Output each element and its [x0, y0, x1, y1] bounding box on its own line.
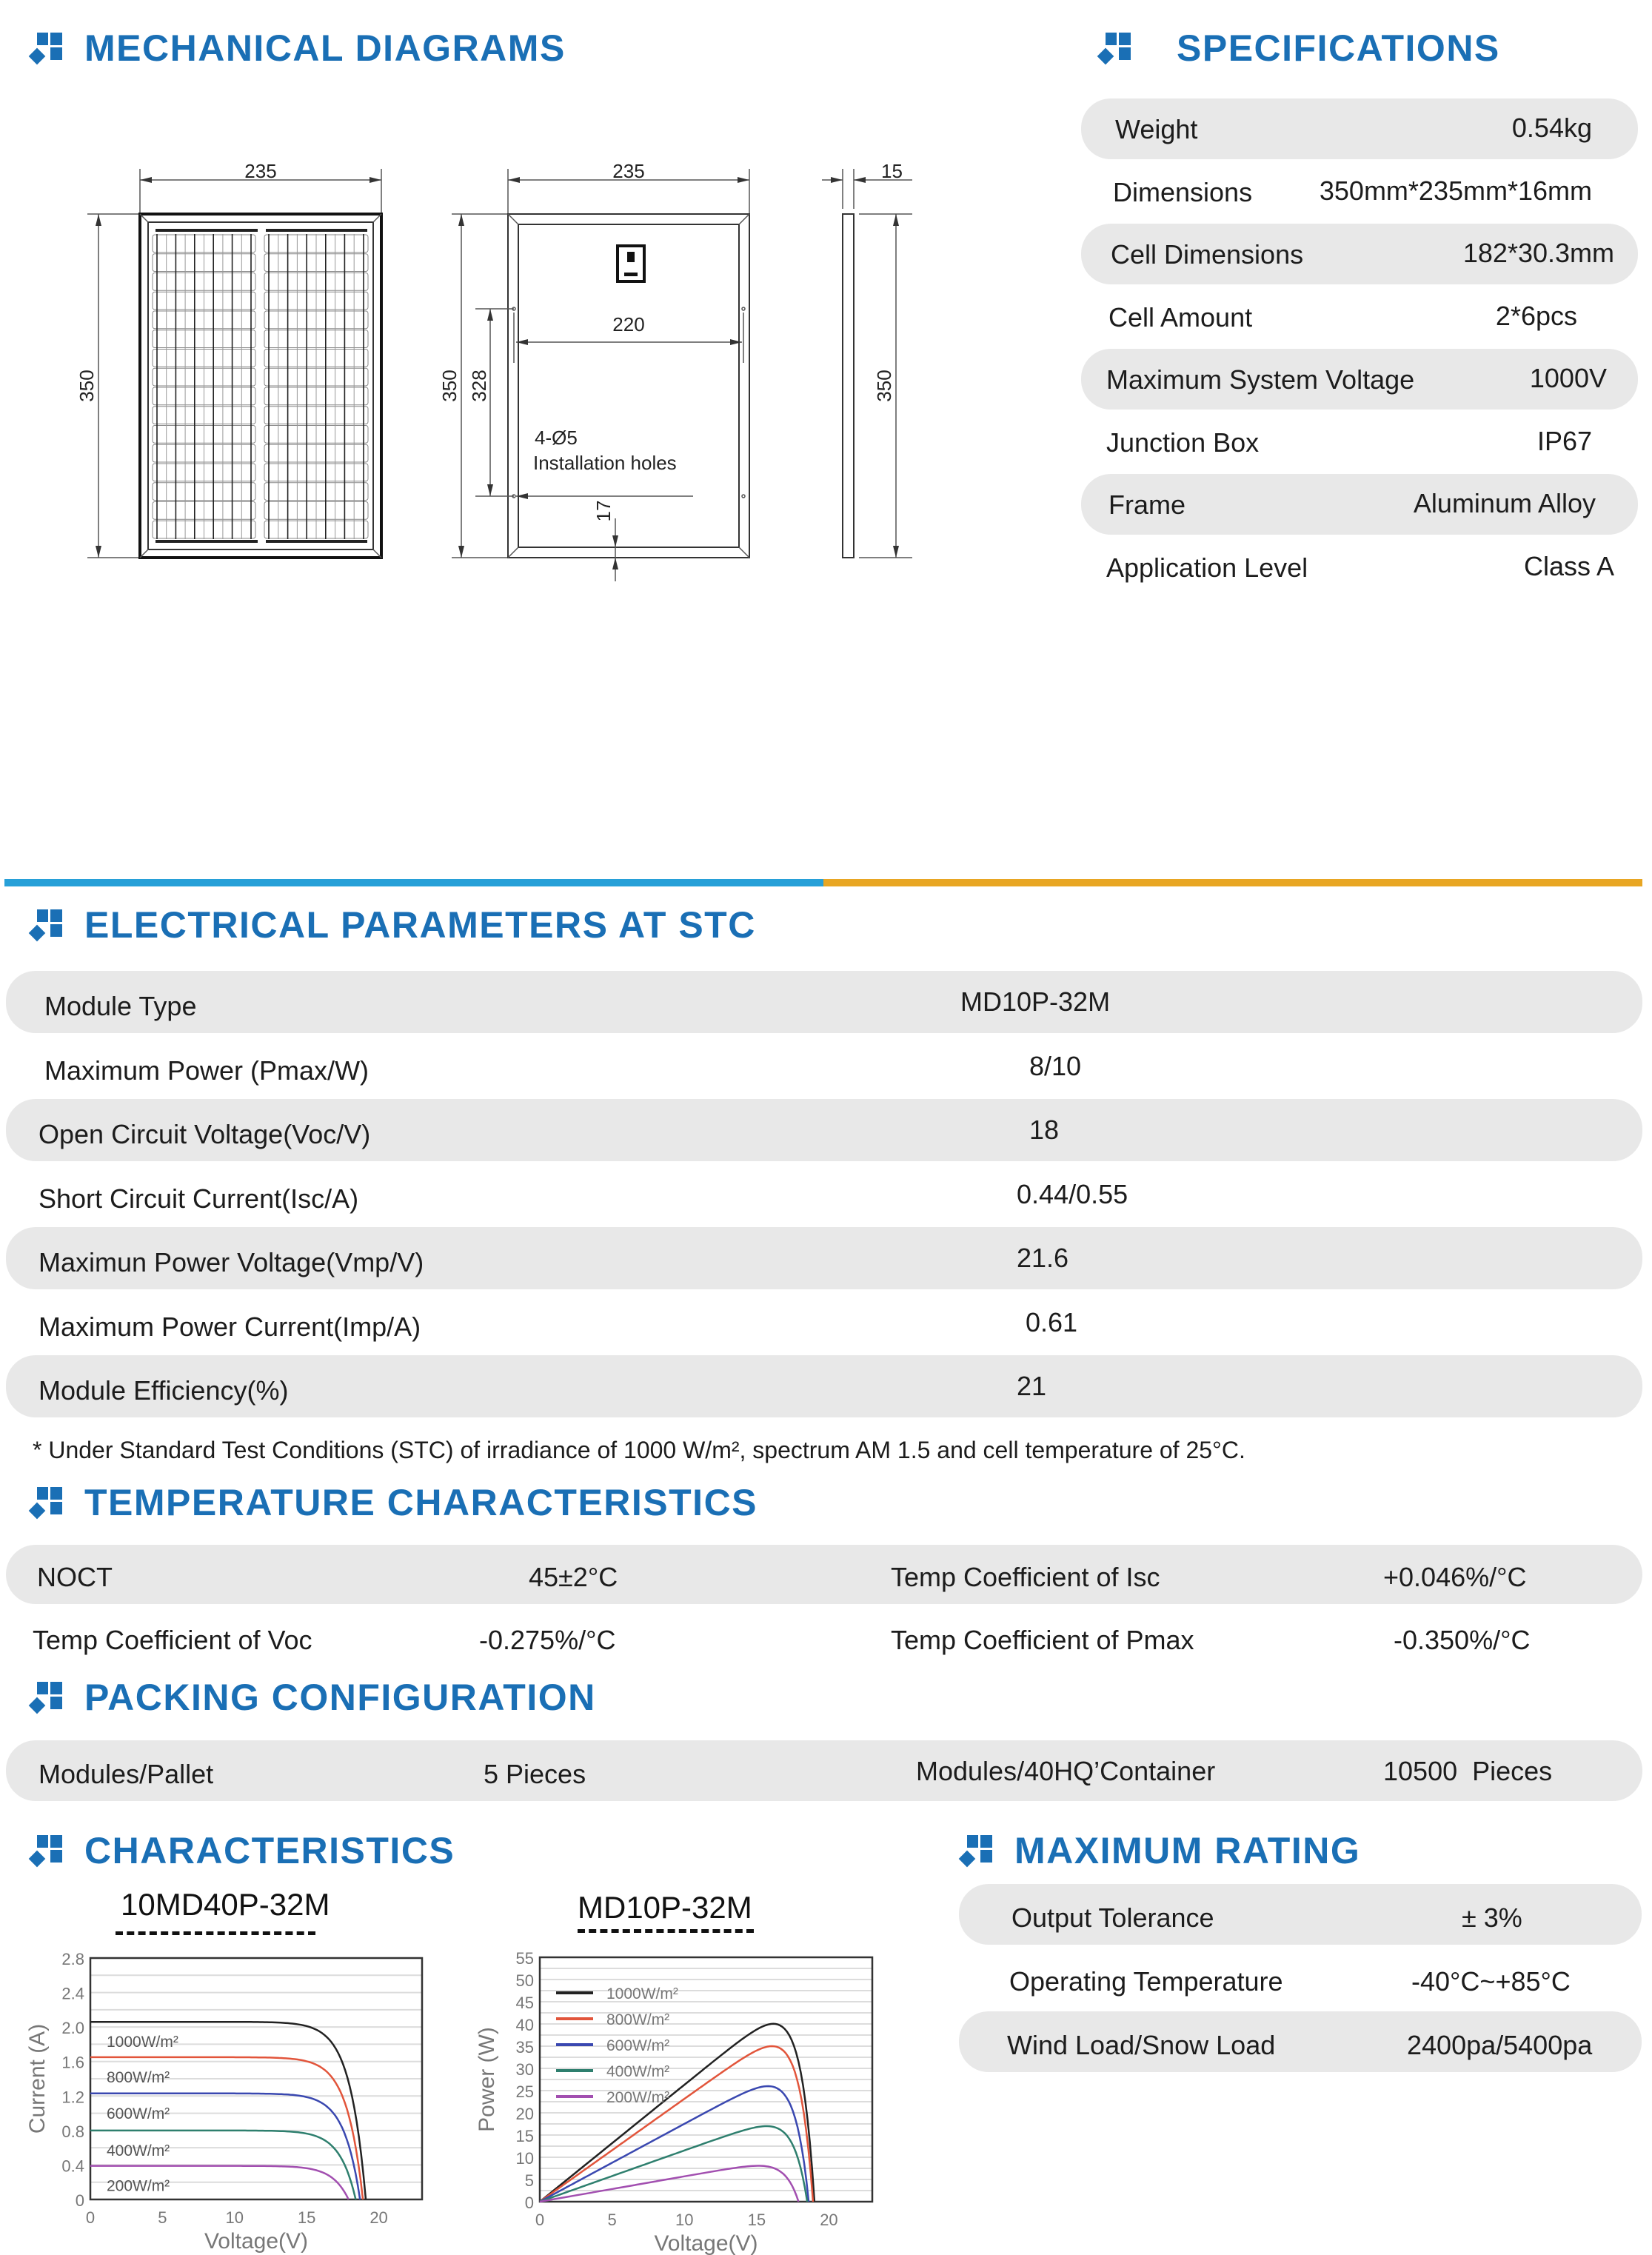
y-tick-label: 1.6 — [61, 2053, 84, 2072]
spec-value: 0.54kg — [1511, 113, 1592, 143]
pv-title-dashes — [578, 1929, 754, 1933]
hole-spacing-label: 328 — [468, 370, 490, 402]
electrical-label: Short Circuit Current(Isc/A) — [39, 1183, 359, 1214]
rating-value: 2400pa/5400pa — [1407, 2030, 1593, 2060]
section-heading-characteristics — [30, 1829, 455, 1872]
electrical-value: 0.44/0.55 — [1017, 1178, 1128, 1209]
section-heading-electrical — [30, 903, 756, 946]
y-tick-label: 0.4 — [61, 2157, 84, 2176]
rating-label: Operating Temperature — [1009, 1966, 1283, 1997]
x-tick-label: 0 — [535, 2211, 545, 2229]
spec-label: Junction Box — [1106, 427, 1260, 458]
series-label: 1000W/m² — [107, 2034, 178, 2051]
section-icon — [1098, 31, 1132, 65]
heading-text: MECHANICAL DIAGRAMS — [84, 27, 566, 69]
y-tick-label: 2.0 — [61, 2019, 84, 2038]
spec-value: Class A — [1523, 550, 1614, 581]
temp-label-pmax: Temp Coefficient of Pmax — [891, 1625, 1194, 1655]
temp-value-pmax: -0.350%/°C — [1394, 1625, 1531, 1655]
divider-blue — [4, 879, 823, 886]
temp-label-noct: NOCT — [37, 1562, 113, 1592]
series-line — [540, 2086, 809, 2202]
y-tick-label: 25 — [515, 2082, 534, 2101]
pv-chart-title: MD10P-32M — [578, 1890, 752, 1925]
series-label: 800W/m² — [107, 2068, 170, 2086]
y-tick-label: 15 — [515, 2127, 534, 2145]
temp-value-noct: 45±2°C — [529, 1562, 618, 1592]
heading-text: SPECIFICATIONS — [1177, 27, 1500, 69]
pv-chart — [444, 1940, 903, 2255]
packing-value-container: 10500 Pieces — [1383, 1756, 1553, 1786]
temp-value-voc: -0.275%/°C — [479, 1625, 616, 1655]
legend-label: 400W/m² — [606, 2063, 670, 2080]
rating-label: Output Tolerance — [1011, 1902, 1214, 1933]
y-tick-label: 0 — [75, 2191, 84, 2210]
x-tick-label: 15 — [747, 2211, 766, 2229]
electrical-label: Module Efficiency(%) — [39, 1375, 289, 1406]
spec-value: Aluminum Alloy — [1413, 488, 1596, 518]
front-view — [87, 169, 381, 558]
mechanical-drawing — [0, 0, 963, 607]
iv-title-dashes — [116, 1931, 315, 1935]
packing-label-pallet: Modules/Pallet — [39, 1759, 214, 1789]
electrical-value: 18 — [1029, 1115, 1060, 1145]
y-tick-label: 45 — [515, 1994, 534, 2012]
spec-label: Dimensions — [1113, 176, 1253, 207]
spec-label: Application Level — [1106, 552, 1308, 583]
heading-text: CHARACTERISTICS — [84, 1830, 455, 1871]
spec-value: 182*30.3mm — [1462, 238, 1614, 268]
spec-label: Frame — [1108, 490, 1186, 520]
legend-label: 800W/m² — [606, 2011, 670, 2028]
temp-value-isc: +0.046%/°C — [1383, 1562, 1527, 1592]
heading-text: MAXIMUM RATING — [1014, 1830, 1361, 1871]
electrical-value: 8/10 — [1029, 1050, 1082, 1081]
y-tick-label: 10 — [515, 2149, 534, 2168]
electrical-label: Open Circuit Voltage(Voc/V) — [39, 1119, 371, 1149]
electrical-label: Maximum Power Current(Imp/A) — [39, 1311, 421, 1342]
x-tick-label: 0 — [85, 2208, 96, 2227]
iv-chart-title: 10MD40P-32M — [121, 1887, 330, 1922]
front-width-label: 235 — [244, 160, 277, 182]
electrical-value: 21 — [1017, 1371, 1047, 1401]
y-axis-label: Current (A) — [25, 2023, 50, 2134]
section-icon — [30, 1834, 64, 1868]
temp-label-isc: Temp Coefficient of Isc — [891, 1562, 1160, 1592]
heading-text: TEMPERATURE CHARACTERISTICS — [84, 1482, 758, 1523]
y-tick-label: 50 — [515, 1971, 534, 1990]
side-thickness-label: 15 — [881, 160, 903, 182]
y-tick-label: 30 — [515, 2060, 534, 2079]
bottom-offset-label: 17 — [592, 500, 615, 522]
y-tick-label: 40 — [515, 2016, 534, 2034]
heading-text: ELECTRICAL PARAMETERS AT STC — [84, 904, 756, 946]
y-tick-label: 2.4 — [61, 1984, 84, 2003]
x-tick-label: 10 — [675, 2211, 694, 2229]
x-tick-label: 5 — [158, 2208, 167, 2227]
electrical-value: 21.6 — [1017, 1243, 1069, 1273]
electrical-value: MD10P-32M — [960, 986, 1111, 1017]
electrical-value: 0.61 — [1026, 1306, 1078, 1337]
divider-orange — [823, 879, 1642, 886]
y-tick-label: 2.8 — [61, 1950, 84, 1968]
side-view — [822, 169, 912, 558]
back-height-label: 350 — [438, 370, 461, 402]
side-height-label: 350 — [873, 370, 895, 402]
electrical-row-band — [6, 971, 1642, 1033]
x-tick-label: 15 — [297, 2208, 316, 2227]
spec-value: 350mm*235mm*16mm — [1319, 175, 1592, 206]
x-axis-label: Voltage(V) — [654, 2231, 758, 2255]
electrical-label: Maximum Power (Pmax/W) — [44, 1055, 369, 1086]
section-heading-specifications — [1098, 27, 1500, 70]
legend-label: 600W/m² — [606, 2037, 670, 2054]
x-tick-label: 20 — [369, 2208, 388, 2227]
heading-text: PACKING CONFIGURATION — [84, 1677, 596, 1718]
holes-caption: Installation holes — [533, 452, 677, 474]
x-tick-label: 5 — [607, 2211, 617, 2229]
y-tick-label: 55 — [515, 1949, 534, 1968]
spec-label: Maximum System Voltage — [1106, 364, 1415, 395]
spec-value: 1000V — [1529, 363, 1607, 393]
y-axis-label: Power (W) — [475, 2027, 499, 2132]
y-tick-label: 5 — [524, 2171, 534, 2190]
y-tick-label: 0 — [524, 2194, 534, 2212]
section-icon — [30, 1680, 64, 1714]
legend-label: 200W/m² — [606, 2089, 670, 2106]
rating-value: -40°C~+85°C — [1411, 1966, 1571, 1997]
rating-label: Wind Load/Snow Load — [1007, 2030, 1276, 2060]
spec-label: Cell Dimensions — [1111, 239, 1304, 270]
y-tick-label: 1.2 — [61, 2088, 84, 2107]
iv-chart — [0, 1940, 459, 2255]
electrical-label: Maximun Power Voltage(Vmp/V) — [39, 1247, 424, 1277]
spec-label: Weight — [1115, 114, 1198, 144]
back-width-label: 235 — [612, 160, 645, 182]
section-icon — [960, 1834, 994, 1868]
series-label: 600W/m² — [107, 2105, 170, 2122]
x-tick-label: 20 — [820, 2211, 838, 2229]
packing-value-pallet: 5 Pieces — [484, 1759, 586, 1789]
front-height-label: 350 — [76, 370, 98, 402]
section-icon — [30, 908, 64, 942]
section-heading-max-rating — [960, 1829, 1360, 1872]
electrical-label: Module Type — [44, 991, 197, 1021]
x-axis-label: Voltage(V) — [204, 2229, 309, 2254]
spec-label: Cell Amount — [1108, 301, 1253, 333]
stc-footnote: * Under Standard Test Conditions (STC) of irradiance of 1000 W/m², spectrum AM 1.5 and cell temperature of 25°C. — [33, 1437, 1245, 1463]
x-tick-label: 10 — [225, 2208, 244, 2227]
temp-label-voc: Temp Coefficient of Voc — [33, 1625, 312, 1655]
series-label: 200W/m² — [107, 2177, 170, 2195]
rating-value: ± 3% — [1462, 1902, 1522, 1933]
section-heading-temperature — [30, 1481, 758, 1524]
hole-span-label: 220 — [612, 313, 645, 335]
spec-value: IP67 — [1536, 425, 1592, 456]
spec-value: 2*6pcs — [1495, 300, 1577, 331]
packing-label-container: Modules/40HQ’Container — [916, 1756, 1216, 1786]
y-tick-label: 0.8 — [61, 2122, 84, 2141]
legend-label: 1000W/m² — [606, 1985, 678, 2002]
y-tick-label: 35 — [515, 2038, 534, 2057]
series-label: 400W/m² — [107, 2142, 170, 2159]
y-tick-label: 20 — [515, 2105, 534, 2123]
section-icon — [30, 1486, 64, 1520]
holes-label: 4-Ø5 — [535, 427, 578, 449]
section-heading-packing — [30, 1676, 596, 1719]
